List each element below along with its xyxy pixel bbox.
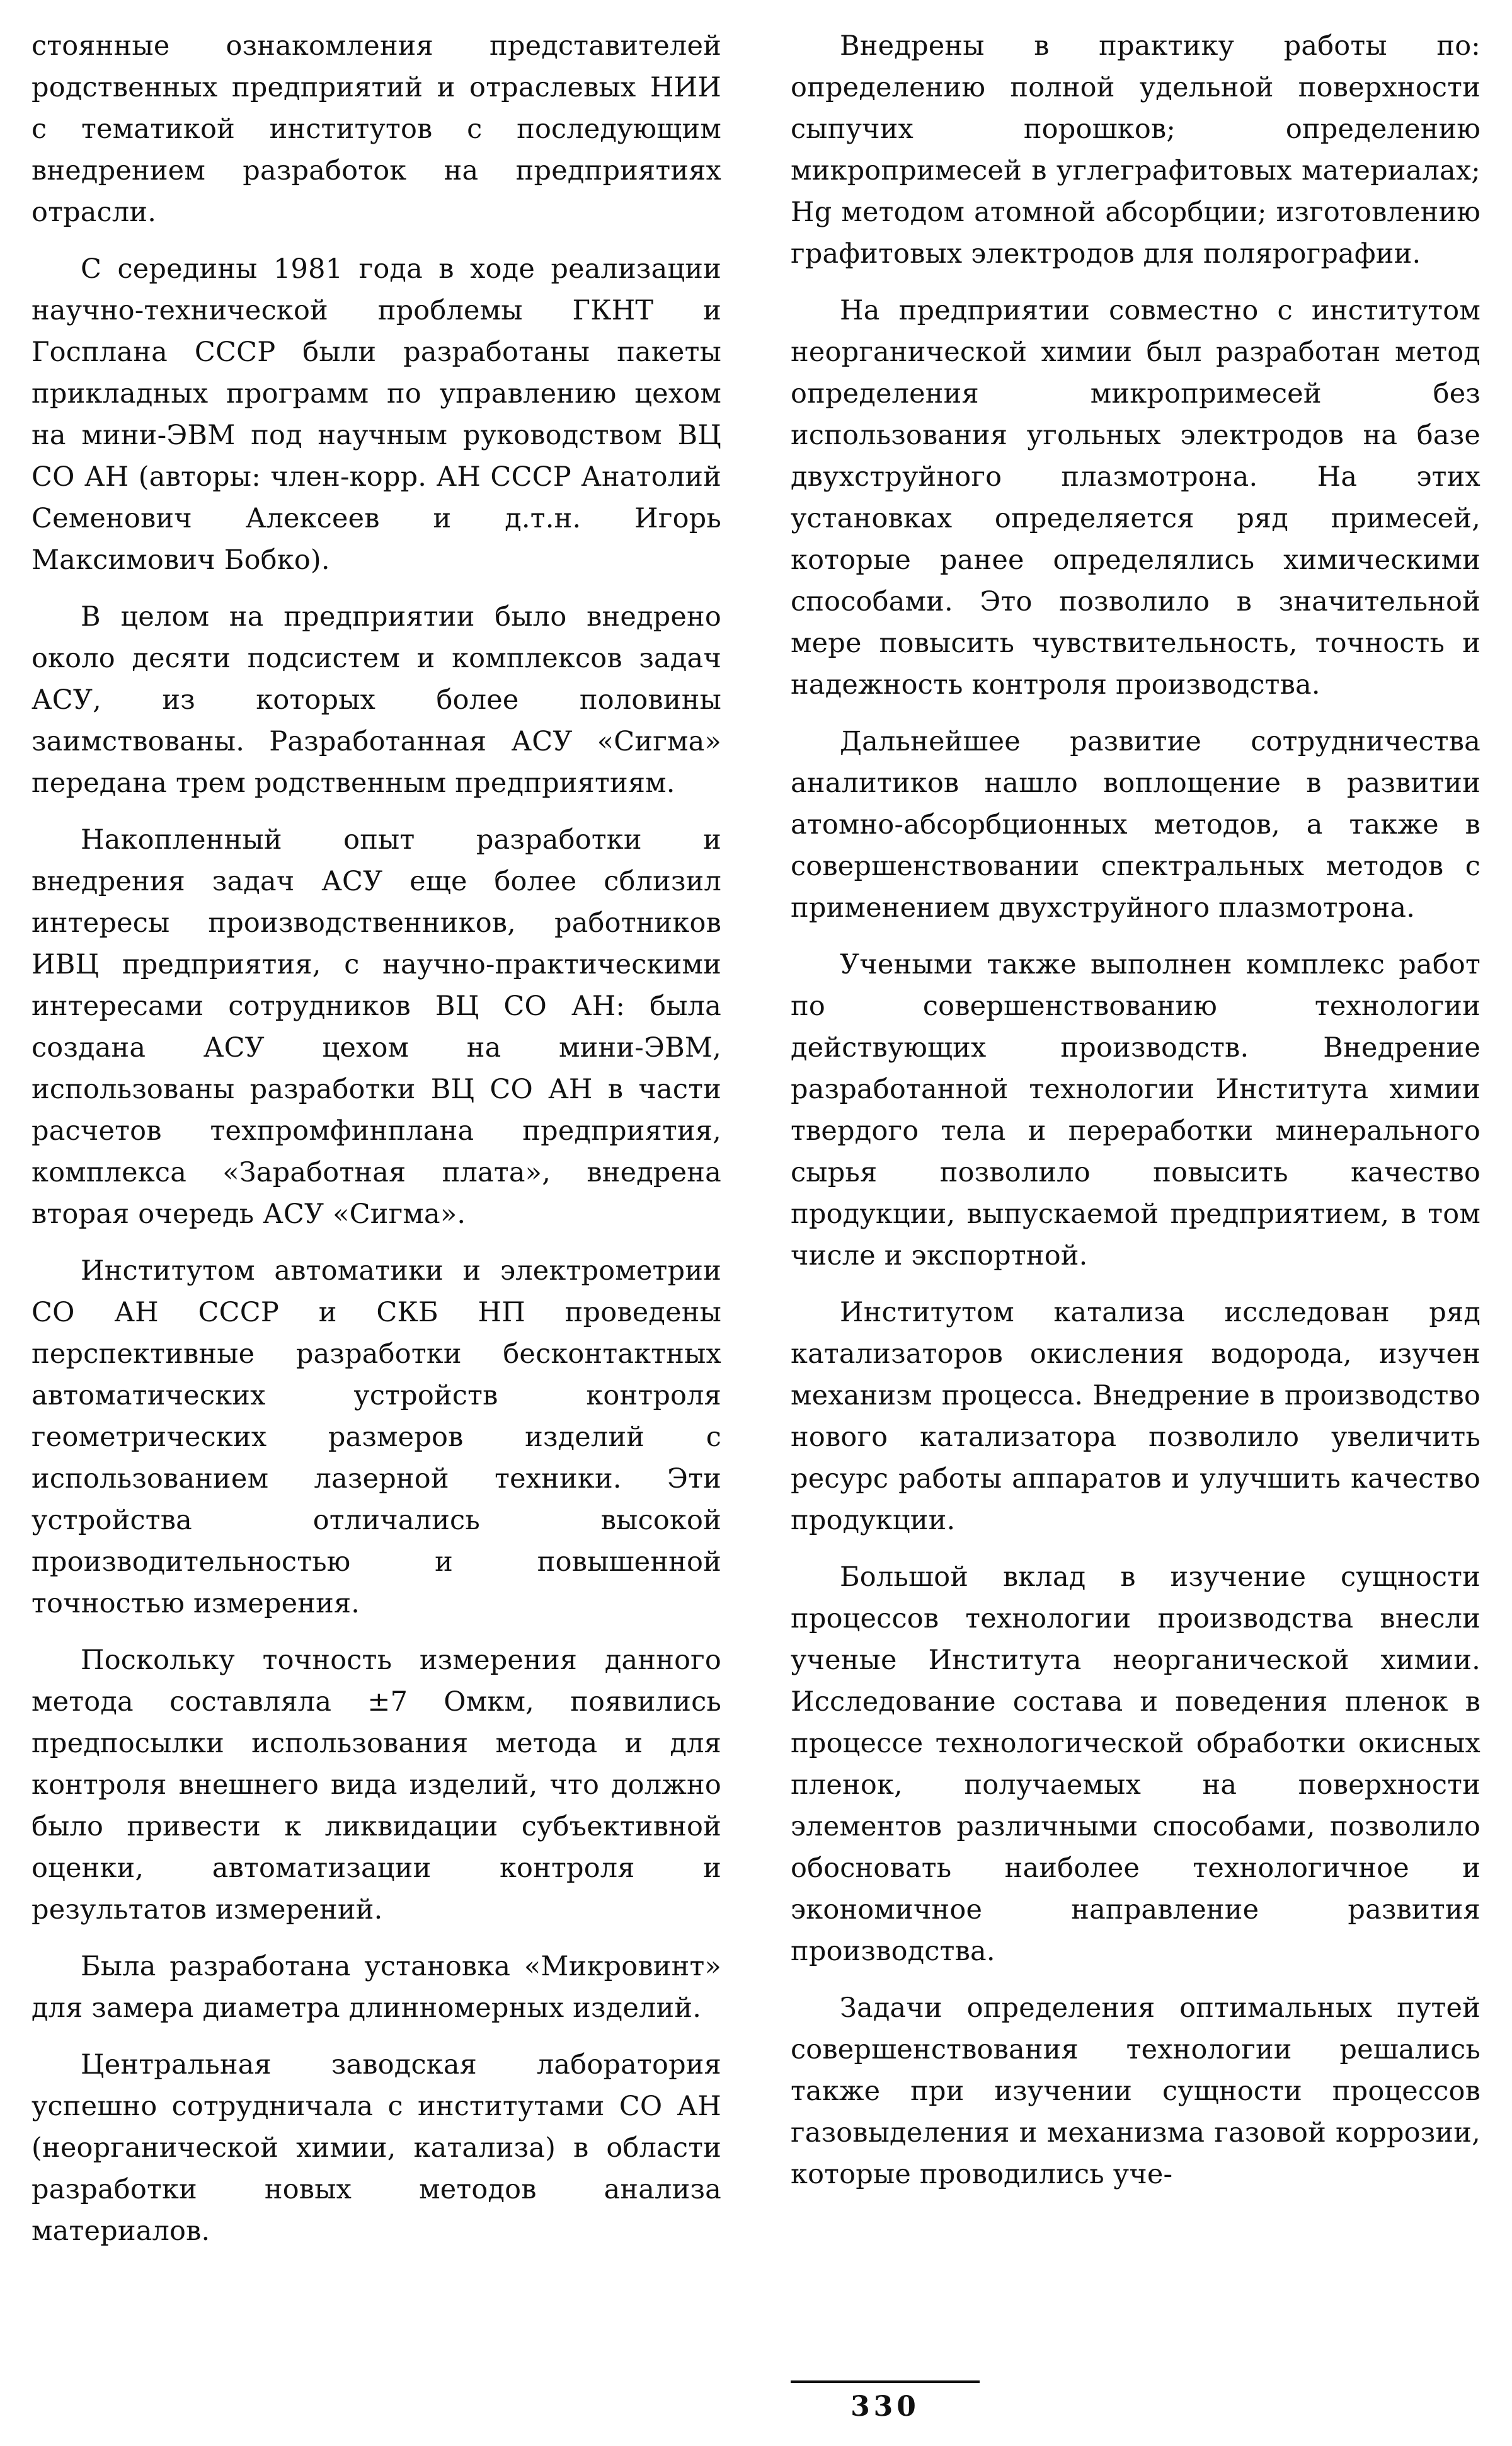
- footer-rule: [791, 2380, 980, 2383]
- paragraph: Центральная заводская лаборатория успешно сотрудничала с институтами СО АН (неорганической химии, катализа) в области разработки новых методов анализа материалов.: [32, 2049, 721, 2247]
- paragraph: Внедрены в практику работы по: определению полной удельной поверхности сыпучих порошков; определению микропримесей в углеграфитовых материалах; Hg методом атомной абсорбции; изготовлению графитовых электродов для полярографии.: [791, 30, 1480, 270]
- paragraph: В целом на предприятии было внедрено около десяти подсистем и комплексов задач АСУ, из которых более половины заимствованы. Разработанная АСУ «Сигма» передана трем родственным предприятиям.: [32, 601, 721, 799]
- right-text-column: [791, 25, 1480, 2210]
- left-text-column: [32, 25, 721, 2267]
- paragraph: С середины 1981 года в ходе реализации научно-технической проблемы ГКНТ и Госплана СССР были разработаны пакеты прикладных программ по управлению цехом на мини-ЭВМ под научным руководством ВЦ СО АН (авторы: член-корр. АН СССР Анатолий Семенович Алексеев и д.т.н. Игорь Максимович Бобко).: [32, 253, 721, 576]
- paragraph: Была разработана установка «Микровинт» для замера диаметра длинномерных изделий.: [32, 1951, 721, 2024]
- paragraph: Задачи определения оптимальных путей совершенствования технологии решались также при изучении сущности процессов газовыделения и механизма газовой коррозии, которые проводились уче-: [791, 1992, 1480, 2190]
- paragraph: стоянные ознакомления представителей родственных предприятий и отраслевых НИИ с тематикой институтов с последующим внедрением разработок на предприятиях отрасли.: [32, 30, 721, 228]
- paragraph: Поскольку точность измерения данного метода составляла ±7 Омкм, появились предпосылки использования метода и для контроля внешнего вида изделий, что должно было привести к ликвидации субъективной оценки, автоматизации контроля и результатов измерений.: [32, 1645, 721, 1926]
- paragraph: Институтом автоматики и электрометрии СО АН СССР и СКБ НП проведены перспективные разработки бесконтактных автоматических устройств контроля геометрических размеров изделий с использованием лазерной техники. Эти устройства отличались высокой производительностью и повышенной точностью измерения.: [32, 1255, 721, 1619]
- paragraph: На предприятии совместно с институтом неорганической химии был разработан метод определения микропримесей без использования угольных электродов на базе двухструйного плазмотрона. На этих установках определяется ряд примесей, которые ранее определялись химическими способами. Это позволило в значительной мере повысить чувствительность, точность и надежность контроля производства.: [791, 295, 1480, 701]
- paragraph: Учеными также выполнен комплекс работ по совершенствованию технологии действующих производств. Внедрение разработанной технологии Института химии твердого тела и переработки минерального сырья позволило повысить качество продукции, выпускаемой предприятием, в том числе и экспортной.: [791, 949, 1480, 1272]
- paragraph: Накопленный опыт разработки и внедрения задач АСУ еще более сблизил интересы производственников, работников ИВЦ предприятия, с научно-практическими интересами сотрудников ВЦ СО АН: была создана АСУ цехом на мини-ЭВМ, использованы разработки ВЦ СО АН в части расчетов техпромфинплана предприятия, комплекса «Заработная плата», внедрена вторая очередь АСУ «Сигма».: [32, 824, 721, 1230]
- page-number: 330: [850, 2391, 920, 2423]
- paragraph: Большой вклад в изучение сущности процессов технологии производства внесли ученые Института неорганической химии. Исследование состава и поведения пленок в процессе технологической обработки окисных пленок, получаемых на поверхности элементов различными способами, позволило обосновать наиболее технологичное и экономичное направление развития производства.: [791, 1561, 1480, 1967]
- paragraph: Дальнейшее развитие сотрудничества аналитиков нашло воплощение в развитии атомно-абсорбционных методов, а также в совершенствовании спектральных методов с применением двухструйного плазмотрона.: [791, 726, 1480, 924]
- paragraph: Институтом катализа исследован ряд катализаторов окисления водорода, изучен механизм процесса. Внедрение в производство нового катализатора позволило увеличить ресурс работы аппаратов и улучшить качество продукции.: [791, 1297, 1480, 1536]
